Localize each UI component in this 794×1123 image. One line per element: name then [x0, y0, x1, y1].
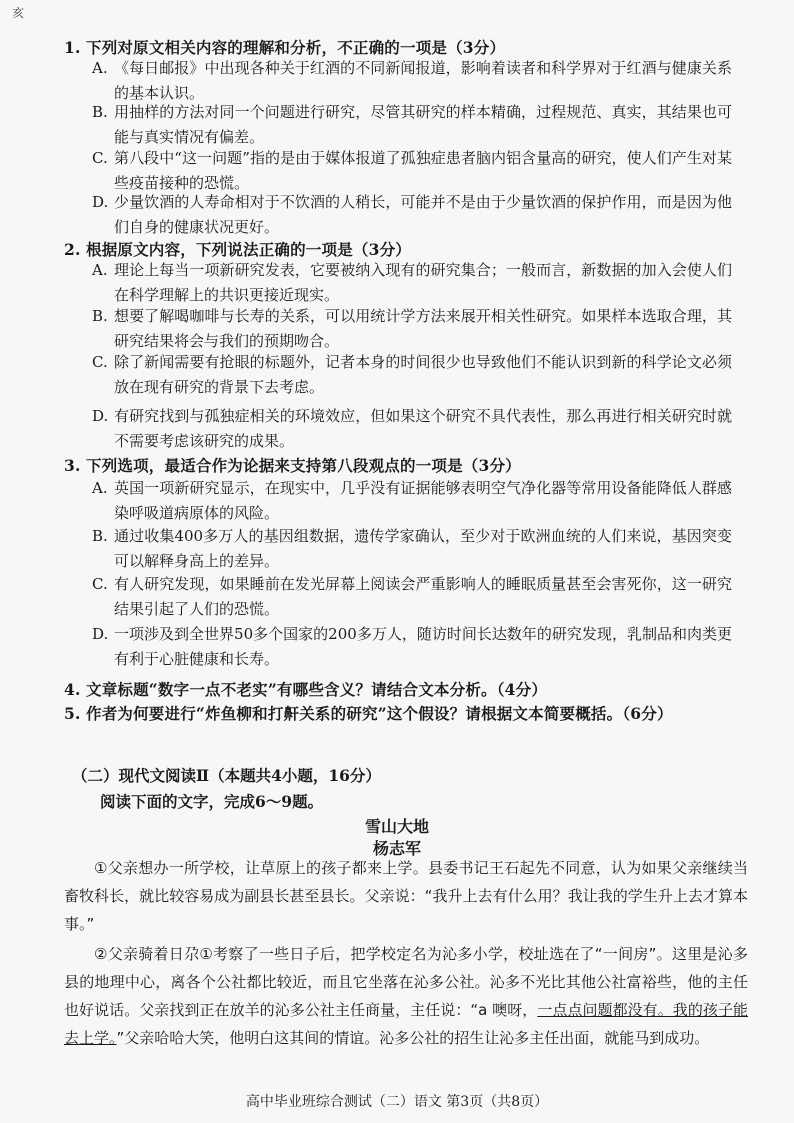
q1-option-d: [92, 190, 732, 240]
q2-option-d: [92, 404, 732, 454]
question-2-stem: [64, 238, 411, 260]
option-text: 有研究找到与孤独症相关的环境效应，但如果这个研究不具代表性，那么再进行相关研究时就不需要考虑该研究的成果。: [114, 407, 732, 450]
q3-option-c: [92, 572, 732, 622]
question-number: 2.: [64, 240, 81, 259]
option-text: 想要了解喝咖啡与长寿的关系，可以用统计学方法来展开相关性研究。如果样本选取合理，其研究结果将会与我们的预期吻合。: [114, 307, 732, 350]
q1-option-c: [92, 146, 732, 196]
q3-option-d: [92, 622, 732, 672]
option-label: A.: [92, 59, 108, 77]
option-text: 一项涉及到全世界50多个国家的200多万人，随访时间长达数年的研究发现，乳制品和肉类更有利于心脏健康和长寿。: [114, 625, 732, 668]
article-title: 雪山大地: [364, 817, 429, 836]
option-text: 用抽样的方法对同一个问题进行研究，尽管其研究的样本精确，过程规范、真实，其结果也可能与真实情况有偏差。: [114, 103, 732, 146]
question-number: 5.: [64, 704, 81, 723]
paragraph-2-part-a: ②父亲骑着日尕①考察了一些日子后，把学校定名为沁多小学，校址选在了“一间房”。这里是沁多县的地理中心，离各个公社都比较近，而且它坐落在沁多公社。沁多不光比其他公社富裕些，他的主任也好说话。父亲找到正在放羊的沁多公社主任商量，主任说：“a 噢呀，: [64, 945, 748, 1019]
option-label: A.: [92, 479, 108, 497]
option-text: 英国一项新研究显示，在现实中，几乎没有证据能够表明空气净化器等常用设备能降低人群感染呼吸道病原体的风险。: [114, 479, 732, 522]
option-text: 第八段中“这一问题”指的是由于媒体报道了孤独症患者脑内铝含量高的研究，使人们产生对某些疫苗接种的恐慌。: [114, 149, 732, 192]
section-heading: （二）现代文阅读Ⅱ（本题共4小题，16分）: [72, 766, 381, 785]
q2-option-a: [92, 258, 732, 308]
page-footer: 高中毕业班综合测试（二）语文 第3页（共8页）: [245, 1094, 549, 1110]
q2-option-b: [92, 304, 732, 354]
option-text: 《每日邮报》中出现各种关于红酒的不同新闻报道，影响着读者和科学界对于红酒与健康关系的基本认识。: [114, 59, 732, 102]
question-number: 4.: [64, 680, 81, 699]
paragraph-2: [64, 940, 748, 1052]
q3-option-a: [92, 476, 732, 526]
option-text: 理论上每当一项新研究发表，它要被纳入现有的研究集合；一般而言，新数据的加入会使人们在科学理解上的共识更接近现实。: [114, 261, 732, 304]
option-text: 少量饮酒的人寿命相对于不饮酒的人稍长，可能并不是由于少量饮酒的保护作用，而是因为他们自身的健康状况更好。: [114, 193, 732, 236]
question-1-stem: [64, 36, 505, 58]
question-text: 下列选项，最适合作为论据来支持第八段观点的一项是（3分）: [86, 456, 521, 475]
paragraph-2-part-b: ”父亲哈哈大笑，他明白这其间的情谊。沁多公社的招生让沁多主任出面，就能马到成功。: [116, 1029, 710, 1047]
q3-option-b: [92, 524, 732, 574]
question-5-stem: [64, 702, 673, 724]
option-label: C.: [92, 575, 108, 593]
question-4-stem: [64, 678, 547, 700]
option-label: D.: [92, 625, 109, 643]
q2-option-c: [92, 350, 732, 400]
option-label: D.: [92, 407, 109, 425]
question-number: 1.: [64, 38, 81, 57]
option-text: 除了新闻需要有抢眼的标题外，记者本身的时间很少也导致他们不能认识到新的科学论文必须放在现有研究的背景下去考虑。: [114, 353, 732, 396]
q1-option-a: [92, 56, 732, 106]
option-label: C.: [92, 353, 108, 371]
question-text: 作者为何要进行“炸鱼柳和打鼾关系的研究”这个假设？请根据文本简要概括。（6分）: [86, 704, 673, 723]
corner-mark: 亥: [12, 6, 25, 20]
question-3-stem: [64, 454, 521, 476]
option-label: B.: [92, 527, 108, 545]
question-text: 下列对原文相关内容的理解和分析，不正确的一项是（3分）: [86, 38, 506, 57]
question-text: 根据原文内容，下列说法正确的一项是（3分）: [86, 240, 411, 259]
paragraph-2-underlined: 一点点问题都没有。我的孩子能去上学。: [64, 1001, 748, 1047]
paragraph-1: ①父亲想办一所学校，让草原上的孩子都来上学。县委书记王石起先不同意，认为如果父亲继续当畜牧科长，就比较容易成为副县长甚至县长。父亲说：“我升上去有什么用？我让我的学生升上去才算本事。”: [64, 859, 748, 933]
question-text: 文章标题“数字一点不老实”有哪些含义？请结合文本分析。（4分）: [86, 680, 548, 699]
section-instruction: 阅读下面的文字，完成6～9题。: [100, 792, 324, 811]
option-label: D.: [92, 193, 109, 211]
option-text: 通过收集400多万人的基因组数据，遗传学家确认，至少对于欧洲血统的人们来说，基因突变可以解释身高上的差异。: [114, 527, 732, 570]
option-label: A.: [92, 261, 108, 279]
q1-option-b: [92, 100, 732, 150]
question-number: 3.: [64, 456, 81, 475]
option-label: B.: [92, 307, 108, 325]
option-label: C.: [92, 149, 108, 167]
option-text: 有人研究发现，如果睡前在发光屏幕上阅读会严重影响人的睡眠质量甚至会害死你，这一研究结果引起了人们的恐慌。: [114, 575, 732, 618]
option-label: B.: [92, 103, 108, 121]
article-author: 杨志军: [372, 839, 421, 858]
